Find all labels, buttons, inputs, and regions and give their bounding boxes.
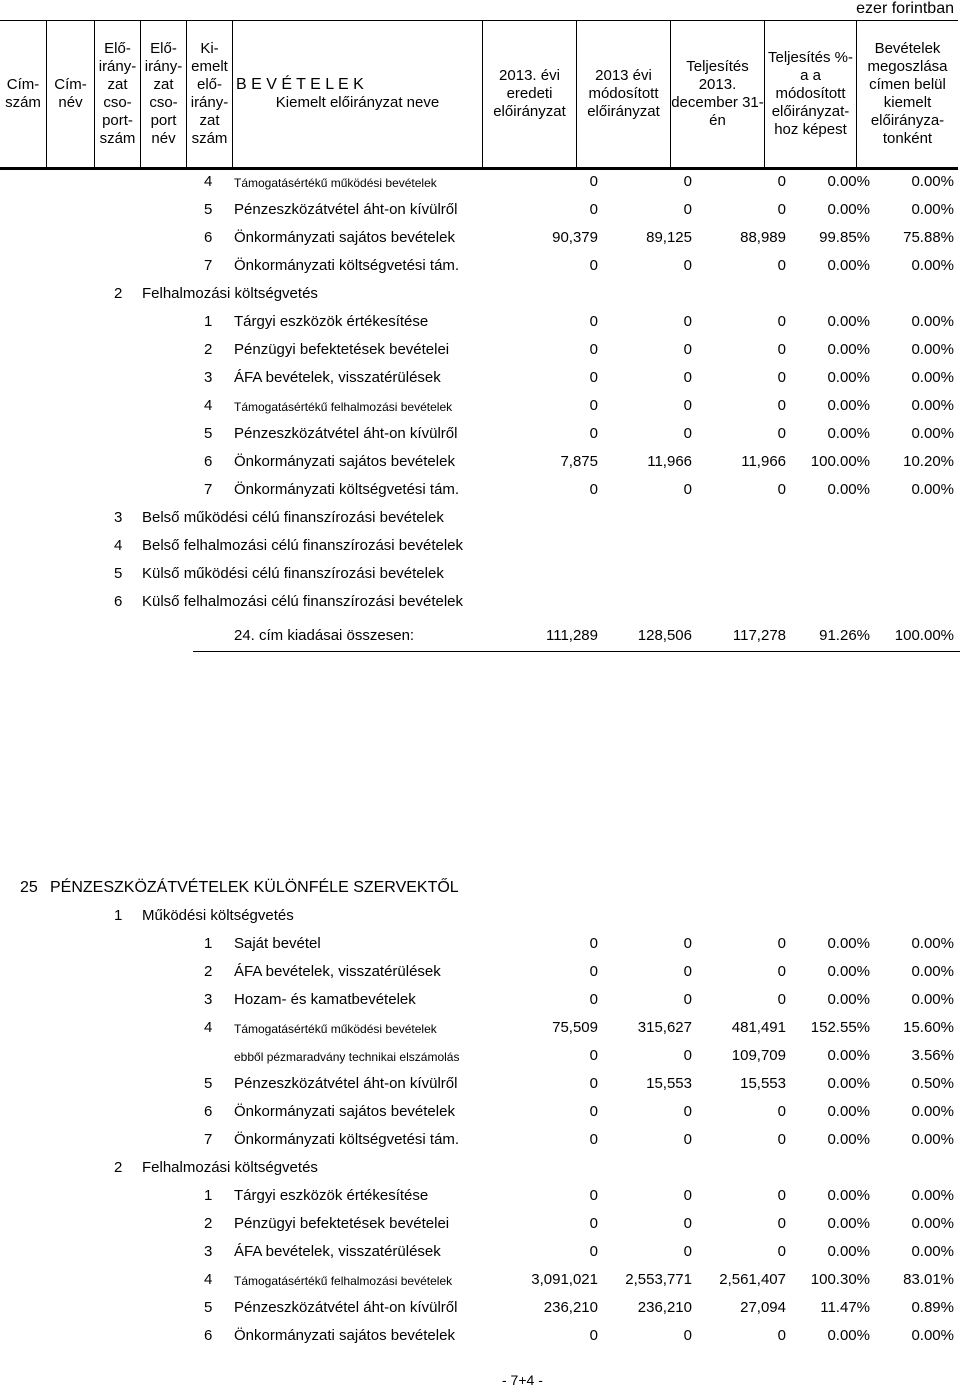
megoszlas-value: 0.89% (911, 1299, 954, 1316)
modositott-value: 0 (683, 425, 692, 442)
row-label: Önkormányzati költségvetési tám. (234, 257, 460, 274)
modositott-value: 0 (683, 1215, 692, 1232)
teljesites-pct-value: 100.30% (810, 1271, 870, 1288)
table-row (0, 1182, 960, 1210)
total-divider (193, 651, 960, 652)
megoszlas-value: 15.60% (903, 1019, 954, 1036)
row-label: Saját bevétel (234, 935, 321, 952)
group-number: 4 (114, 537, 123, 554)
teljesites-value: 0 (777, 257, 786, 274)
row-label: Támogatásértékű működési bevételek (234, 1022, 437, 1036)
eredeti-value: 0 (589, 991, 598, 1008)
modositott-value: 0 (683, 1243, 692, 1260)
modositott-value: 236,210 (637, 1299, 692, 1316)
megoszlas-value: 0.00% (911, 1243, 954, 1260)
teljesites-pct-value: 0.00% (827, 935, 870, 952)
teljesites-pct-value: 0.00% (827, 257, 870, 274)
group-label: Külső működési célú finanszírozási bevételek (142, 565, 444, 582)
header-csoport-szam: Elő-irány-zat cso-port-szám (94, 21, 140, 167)
row-label: Hozam- és kamatbevételek (234, 991, 416, 1008)
teljesites-pct-value: 0.00% (827, 369, 870, 386)
eredeti-value: 0 (589, 425, 598, 442)
row-label: Önkormányzati sajátos bevételek (234, 1103, 455, 1120)
header-cimnev: Cím-név (46, 21, 94, 167)
megoszlas-value: 0.00% (911, 1187, 954, 1204)
teljesites-pct-value: 11.47% (820, 1299, 870, 1316)
modositott-value: 0 (683, 1103, 692, 1120)
table-row (0, 1210, 960, 1238)
row-label: Pénzeszközátvétel áht-on kívülről (234, 1299, 458, 1316)
teljesites-value: 0 (777, 201, 786, 218)
megoszlas-value: 0.00% (911, 1215, 954, 1232)
megoszlas-value: 0.50% (911, 1075, 954, 1092)
megoszlas-value: 0.00% (911, 935, 954, 952)
header-csoport-nev: Elő-irány-zat cso-port név (140, 21, 186, 167)
row-number: 5 (204, 1075, 213, 1092)
eredeti-value: 0 (589, 313, 598, 330)
row-number: 7 (204, 257, 213, 274)
megoszlas-value: 0.00% (911, 1327, 954, 1344)
eredeti-value: 90,379 (552, 229, 598, 246)
row-label: Pénzeszközátvétel áht-on kívülről (234, 425, 458, 442)
table-row (0, 1070, 960, 1098)
row-number: 1 (204, 935, 213, 952)
teljesites-pct-value: 99.85% (819, 229, 870, 246)
megoszlas-value: 10.20% (903, 453, 954, 470)
teljesites-value: 0 (777, 481, 786, 498)
row-number: 4 (204, 1019, 213, 1036)
modositott-value: 0 (683, 173, 692, 190)
row-number: 2 (204, 963, 213, 980)
group-row (0, 1154, 960, 1182)
modositott-value: 0 (683, 1327, 692, 1344)
teljesites-pct-value: 0.00% (827, 201, 870, 218)
eredeti-value: 0 (589, 1131, 598, 1148)
teljesites-value: 481,491 (731, 1019, 786, 1036)
teljesites-value: 0 (777, 935, 786, 952)
teljesites-value: 0 (777, 1131, 786, 1148)
teljesites-pct-value: 0.00% (827, 1103, 870, 1120)
table-row (0, 364, 960, 392)
megoszlas-value: 3.56% (911, 1047, 954, 1064)
table-row (0, 420, 960, 448)
group-number: 2 (114, 1159, 123, 1176)
group-number: 5 (114, 565, 123, 582)
megoszlas-value: 0.00% (911, 991, 954, 1008)
megoszlas-value: 75.88% (903, 229, 954, 246)
teljesites-pct-value: 0.00% (827, 1047, 870, 1064)
row-label: Tárgyi eszközök értékesítése (234, 313, 429, 330)
row-label: ÁFA bevételek, visszatérülések (234, 369, 441, 386)
teljesites-value: 0 (777, 341, 786, 358)
table-row (0, 392, 960, 420)
table-row (0, 1098, 960, 1126)
modositott-value: 0 (683, 935, 692, 952)
megoszlas-value: 0.00% (911, 257, 954, 274)
total-value: 91.26% (819, 627, 870, 644)
modositott-value: 0 (683, 397, 692, 414)
teljesites-value: 109,709 (731, 1047, 786, 1064)
row-number: 5 (204, 425, 213, 442)
row-label: Önkormányzati költségvetési tám. (234, 481, 460, 498)
total-label: 24. cím kiadásai összesen: (234, 627, 415, 644)
teljesites-value: 0 (777, 173, 786, 190)
total-row (0, 622, 960, 650)
table-row (0, 1126, 960, 1154)
row-label: ÁFA bevételek, visszatérülések (234, 1243, 441, 1260)
megoszlas-value: 0.00% (911, 397, 954, 414)
group-number: 3 (114, 509, 123, 526)
teljesites-value: 0 (777, 313, 786, 330)
eredeti-value: 0 (589, 341, 598, 358)
teljesites-pct-value: 100.00% (810, 453, 870, 470)
eredeti-value: 7,875 (560, 453, 598, 470)
header-bevetelek: B E V É T E L E K Kiemelt előirányzat neve (232, 21, 482, 167)
table-row (0, 308, 960, 336)
table-row (0, 1294, 960, 1322)
eredeti-value: 0 (589, 397, 598, 414)
teljesites-pct-value: 0.00% (827, 1327, 870, 1344)
row-number: 2 (204, 341, 213, 358)
teljesites-value: 0 (777, 963, 786, 980)
group-row (0, 504, 960, 532)
eredeti-value: 0 (589, 1187, 598, 1204)
total-value: 100.00% (894, 627, 954, 644)
eredeti-value: 0 (589, 1215, 598, 1232)
eredeti-value: 0 (589, 369, 598, 386)
group-label: Külső felhalmozási célú finanszírozási bevételek (142, 593, 463, 610)
teljesites-pct-value: 0.00% (827, 1187, 870, 1204)
modositott-value: 0 (683, 257, 692, 274)
row-number: 4 (204, 1271, 213, 1288)
header-eredeti: 2013. évi eredeti előirányzat (482, 21, 576, 167)
row-label: ebből pézmaradvány technikai elszámolás (234, 1050, 460, 1064)
megoszlas-value: 0.00% (911, 1103, 954, 1120)
row-number: 5 (204, 201, 213, 218)
row-label: Pénzeszközátvétel áht-on kívülről (234, 1075, 458, 1092)
row-number: 6 (204, 1103, 213, 1120)
modositott-value: 0 (683, 481, 692, 498)
teljesites-value: 0 (777, 1187, 786, 1204)
row-number: 3 (204, 991, 213, 1008)
total-value: 111,289 (546, 627, 598, 644)
teljesites-pct-value: 0.00% (827, 963, 870, 980)
row-number: 1 (204, 1187, 213, 1204)
row-number: 5 (204, 1299, 213, 1316)
header-kiemelt-szam: Ki-emelt elő-irány-zat szám (186, 21, 232, 167)
row-number: 2 (204, 1215, 213, 1232)
row-label: Támogatásértékű felhalmozási bevételek (234, 400, 453, 414)
table-row (0, 986, 960, 1014)
eredeti-value: 0 (589, 481, 598, 498)
modositott-value: 0 (683, 963, 692, 980)
megoszlas-value: 0.00% (911, 313, 954, 330)
eredeti-value: 0 (589, 935, 598, 952)
group-row (0, 560, 960, 588)
teljesites-value: 0 (777, 1103, 786, 1120)
teljesites-value: 0 (777, 1215, 786, 1232)
row-number: 4 (204, 397, 213, 414)
modositott-value: 0 (683, 201, 692, 218)
eredeti-value: 236,210 (543, 1299, 598, 1316)
modositott-value: 0 (683, 1047, 692, 1064)
table-row (0, 1266, 960, 1294)
megoszlas-value: 0.00% (911, 425, 954, 442)
header-cimszam: Cím-szám (5, 76, 41, 111)
teljesites-pct-value: 152.55% (810, 1019, 870, 1036)
teljesites-pct-value: 0.00% (827, 481, 870, 498)
modositott-value: 0 (683, 313, 692, 330)
modositott-value: 0 (683, 369, 692, 386)
group-row (0, 532, 960, 560)
teljesites-value: 0 (777, 425, 786, 442)
table-row (0, 168, 960, 196)
modositott-value: 2,553,771 (625, 1271, 692, 1288)
table-row (0, 958, 960, 986)
megoszlas-value: 0.00% (911, 173, 954, 190)
row-label: Támogatásértékű működési bevételek (234, 176, 437, 190)
teljesites-value: 15,553 (740, 1075, 786, 1092)
teljesites-pct-value: 0.00% (827, 341, 870, 358)
row-label: Önkormányzati sajátos bevételek (234, 453, 455, 470)
group-label: Belső működési célú finanszírozási bevételek (142, 509, 444, 526)
total-value: 128,506 (637, 627, 692, 644)
teljesites-value: 11,966 (741, 453, 786, 470)
eredeti-value: 0 (589, 173, 598, 190)
row-number: 3 (204, 1243, 213, 1260)
eredeti-value: 75,509 (552, 1019, 598, 1036)
group-label: Felhalmozási költségvetés (142, 285, 318, 302)
section-title-row (0, 874, 960, 902)
row-label: Önkormányzati sajátos bevételek (234, 229, 455, 246)
modositott-value: 0 (683, 341, 692, 358)
teljesites-value: 27,094 (740, 1299, 786, 1316)
megoszlas-value: 0.00% (911, 1131, 954, 1148)
group-row (0, 280, 960, 308)
table-row (0, 1014, 960, 1042)
unit-label: ezer forintban (856, 0, 954, 17)
table-row (0, 1042, 960, 1070)
row-number: 6 (204, 1327, 213, 1344)
eredeti-value: 0 (589, 1075, 598, 1092)
section-title: PÉNZESZKÖZÁTVÉTELEK KÜLÖNFÉLE SZERVEKTŐL (50, 879, 459, 896)
modositott-value: 0 (683, 1131, 692, 1148)
teljesites-pct-value: 0.00% (827, 1131, 870, 1148)
modositott-value: 0 (683, 991, 692, 1008)
row-label: Pénzügyi befektetések bevételei (234, 341, 450, 358)
table-header (0, 20, 958, 170)
header-teljesites: Teljesítés 2013. december 31-én (670, 21, 764, 167)
megoszlas-value: 0.00% (911, 963, 954, 980)
table-row (0, 448, 960, 476)
group-row (0, 902, 960, 930)
group-number: 1 (114, 907, 123, 924)
table-row (0, 196, 960, 224)
group-label: Felhalmozási költségvetés (142, 1159, 318, 1176)
table-row (0, 1238, 960, 1266)
eredeti-value: 0 (589, 1327, 598, 1344)
teljesites-pct-value: 0.00% (827, 1243, 870, 1260)
row-label: Önkormányzati költségvetési tám. (234, 1131, 460, 1148)
teljesites-pct-value: 0.00% (827, 1075, 870, 1092)
table-row (0, 224, 960, 252)
megoszlas-value: 83.01% (903, 1271, 954, 1288)
teljesites-pct-value: 0.00% (827, 425, 870, 442)
header-modositott: 2013 évi módosított előirányzat (576, 21, 670, 167)
modositott-value: 89,125 (646, 229, 692, 246)
row-label: Pénzeszközátvétel áht-on kívülről (234, 201, 458, 218)
eredeti-value: 0 (589, 1243, 598, 1260)
table-row (0, 930, 960, 958)
eredeti-value: 0 (589, 257, 598, 274)
teljesites-value: 0 (777, 991, 786, 1008)
eredeti-value: 3,091,021 (531, 1271, 598, 1288)
header-teljesites-pct: Teljesítés %-a a módosított előirányzat-hoz képest (764, 21, 856, 167)
modositott-value: 11,966 (647, 453, 692, 470)
table-row (0, 252, 960, 280)
row-label: Önkormányzati sajátos bevételek (234, 1327, 455, 1344)
group-row (0, 588, 960, 616)
row-number: 4 (204, 173, 213, 190)
row-number: 6 (204, 453, 213, 470)
megoszlas-value: 0.00% (911, 369, 954, 386)
teljesites-value: 88,989 (740, 229, 786, 246)
header-megoszlas: Bevételek megoszlása címen belül kiemelt előirányza-tonként (856, 21, 958, 167)
teljesites-pct-value: 0.00% (827, 313, 870, 330)
megoszlas-value: 0.00% (911, 341, 954, 358)
group-number: 6 (114, 593, 123, 610)
table-row (0, 1322, 960, 1350)
modositott-value: 315,627 (637, 1019, 692, 1036)
row-label: Tárgyi eszközök értékesítése (234, 1187, 429, 1204)
group-label: Belső felhalmozási célú finanszírozási bevételek (142, 537, 463, 554)
teljesites-value: 0 (777, 1327, 786, 1344)
megoszlas-value: 0.00% (911, 201, 954, 218)
eredeti-value: 0 (589, 963, 598, 980)
teljesites-value: 0 (777, 369, 786, 386)
row-number: 1 (204, 313, 213, 330)
row-number: 7 (204, 481, 213, 498)
teljesites-pct-value: 0.00% (827, 173, 870, 190)
megoszlas-value: 0.00% (911, 481, 954, 498)
teljesites-value: 0 (777, 397, 786, 414)
teljesites-pct-value: 0.00% (827, 397, 870, 414)
group-number: 2 (114, 285, 123, 302)
total-value: 117,278 (732, 627, 786, 644)
row-number: 7 (204, 1131, 213, 1148)
teljesites-value: 2,561,407 (719, 1271, 786, 1288)
teljesites-pct-value: 0.00% (827, 991, 870, 1008)
eredeti-value: 0 (589, 201, 598, 218)
teljesites-value: 0 (777, 1243, 786, 1260)
eredeti-value: 0 (589, 1103, 598, 1120)
table-row (0, 336, 960, 364)
table-row (0, 476, 960, 504)
section-number: 25 (20, 879, 38, 896)
row-label: ÁFA bevételek, visszatérülések (234, 963, 441, 980)
modositott-value: 15,553 (646, 1075, 692, 1092)
page-number: - 7+4 - (502, 1372, 543, 1388)
row-number: 6 (204, 229, 213, 246)
eredeti-value: 0 (589, 1047, 598, 1064)
modositott-value: 0 (683, 1187, 692, 1204)
group-label: Működési költségvetés (142, 907, 294, 924)
teljesites-pct-value: 0.00% (827, 1215, 870, 1232)
row-number: 3 (204, 369, 213, 386)
row-label: Pénzügyi befektetések bevételei (234, 1215, 450, 1232)
row-label: Támogatásértékű felhalmozási bevételek (234, 1274, 453, 1288)
